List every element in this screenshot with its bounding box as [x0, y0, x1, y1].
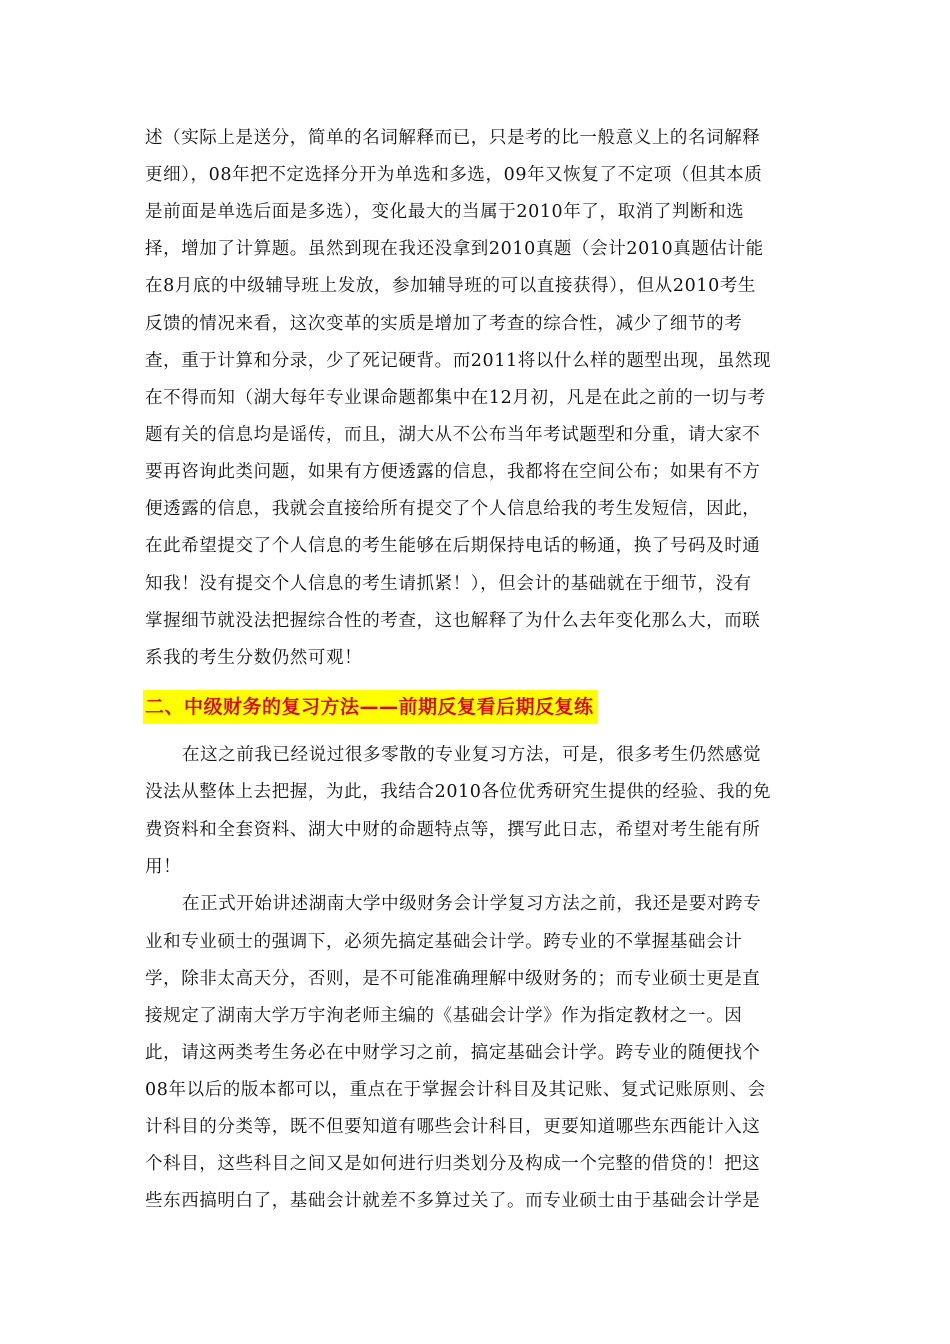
paragraph-line: 接规定了湖南大学万宇洵老师主编的《基础会计学》作为指定教材之一。因 [145, 1006, 743, 1026]
paragraph-line: 在不得而知（湖大每年专业课命题都集中在12月初，凡是在此之前的一切与考 [145, 388, 766, 408]
paragraph-line: 费资料和全套资料、湖大中财的命题特点等，撰写此日志，希望对考生能有所 [145, 820, 761, 840]
paragraph-line: 此，请这两类考生务必在中财学习之前，搞定基础会计学。跨专业的随便找个 [145, 1043, 761, 1063]
paragraph-line: 没法从整体上去把握，为此，我结合2010各位优秀研究生提供的经验、我的免 [145, 782, 772, 802]
paragraph-line: 更细），08年把不定选择分开为单选和多选，09年又恢复了不定项（但其本质 [145, 165, 763, 185]
paragraph-line: 述（实际上是送分，简单的名词解释而已，只是考的比一般意义上的名词解释 [145, 128, 761, 148]
paragraph-line: 要再咨询此类问题，如果有方便透露的信息，我都将在空间公布；如果有不方 [145, 462, 761, 482]
paragraph-line: 便透露的信息，我就会直接给所有提交了个人信息给我的考生发短信，因此， [145, 499, 761, 519]
paragraph-line: 计科目的分类等，既不但要知道有哪些会计科目，更要知道哪些东西能计入这 [145, 1117, 761, 1137]
paragraph-line: 用！ [145, 857, 182, 877]
paragraph-line: 业和专业硕士的强调下，必须先搞定基础会计学。跨专业的不掌握基础会计 [145, 932, 743, 952]
paragraph-line: 是前面是单选后面是多选），变化最大的当属于2010年了，取消了判断和选 [145, 202, 745, 222]
paragraph-line: 在这之前我已经说过很多零散的专业复习方法，可是，很多考生仍然感觉 [182, 745, 762, 765]
paragraph-line: 掌握细节就没法把握综合性的考查，这也解释了为什么去年变化那么大，而联 [145, 611, 761, 631]
paragraph-line: 反馈的情况来看，这次变革的实质是增加了考查的综合性，减少了细节的考 [145, 314, 743, 334]
paragraph-line: 学，除非太高天分，否则，是不可能准确理解中级财务的；而专业硕士更是直 [145, 969, 761, 989]
section-heading: 二、中级财务的复习方法——前期反复看后期反复练 [143, 690, 598, 724]
paragraph-line: 在8月底的中级辅导班上发放，参加辅导班的可以直接获得），但从2010考生 [145, 276, 757, 296]
paragraph-line: 择，增加了计算题。虽然到现在我还没拿到2010真题（会计2010真题估计能 [145, 239, 764, 259]
paragraph-line: 查，重于计算和分录，少了死记硬背。而2011将以什么样的题型出现，虽然现 [145, 351, 772, 371]
paragraph-line: 在正式开始讲述湖南大学中级财务会计学复习方法之前，我还是要对跨专 [182, 894, 762, 914]
paragraph-line: 在此希望提交了个人信息的考生能够在后期保持电话的畅通，换了号码及时通 [145, 536, 761, 556]
paragraph-line: 08年以后的版本都可以，重点在于掌握会计科目及其记账、复式记账原则、会 [145, 1080, 766, 1100]
paragraph-line: 些东西搞明白了，基础会计就差不多算过关了。而专业硕士由于基础会计学是 [145, 1191, 761, 1211]
paragraph-line: 题有关的信息均是谣传，而且，湖大从不公布当年考试题型和分重，请大家不 [145, 425, 761, 445]
paragraph-line: 个科目，这些科目之间又是如何进行归类划分及构成一个完整的借贷的！把这 [145, 1154, 761, 1174]
paragraph-line: 知我！没有提交个人信息的考生请抓紧！），但会计的基础就在于细节，没有 [145, 574, 752, 594]
paragraph-line: 系我的考生分数仍然可观！ [145, 648, 363, 668]
